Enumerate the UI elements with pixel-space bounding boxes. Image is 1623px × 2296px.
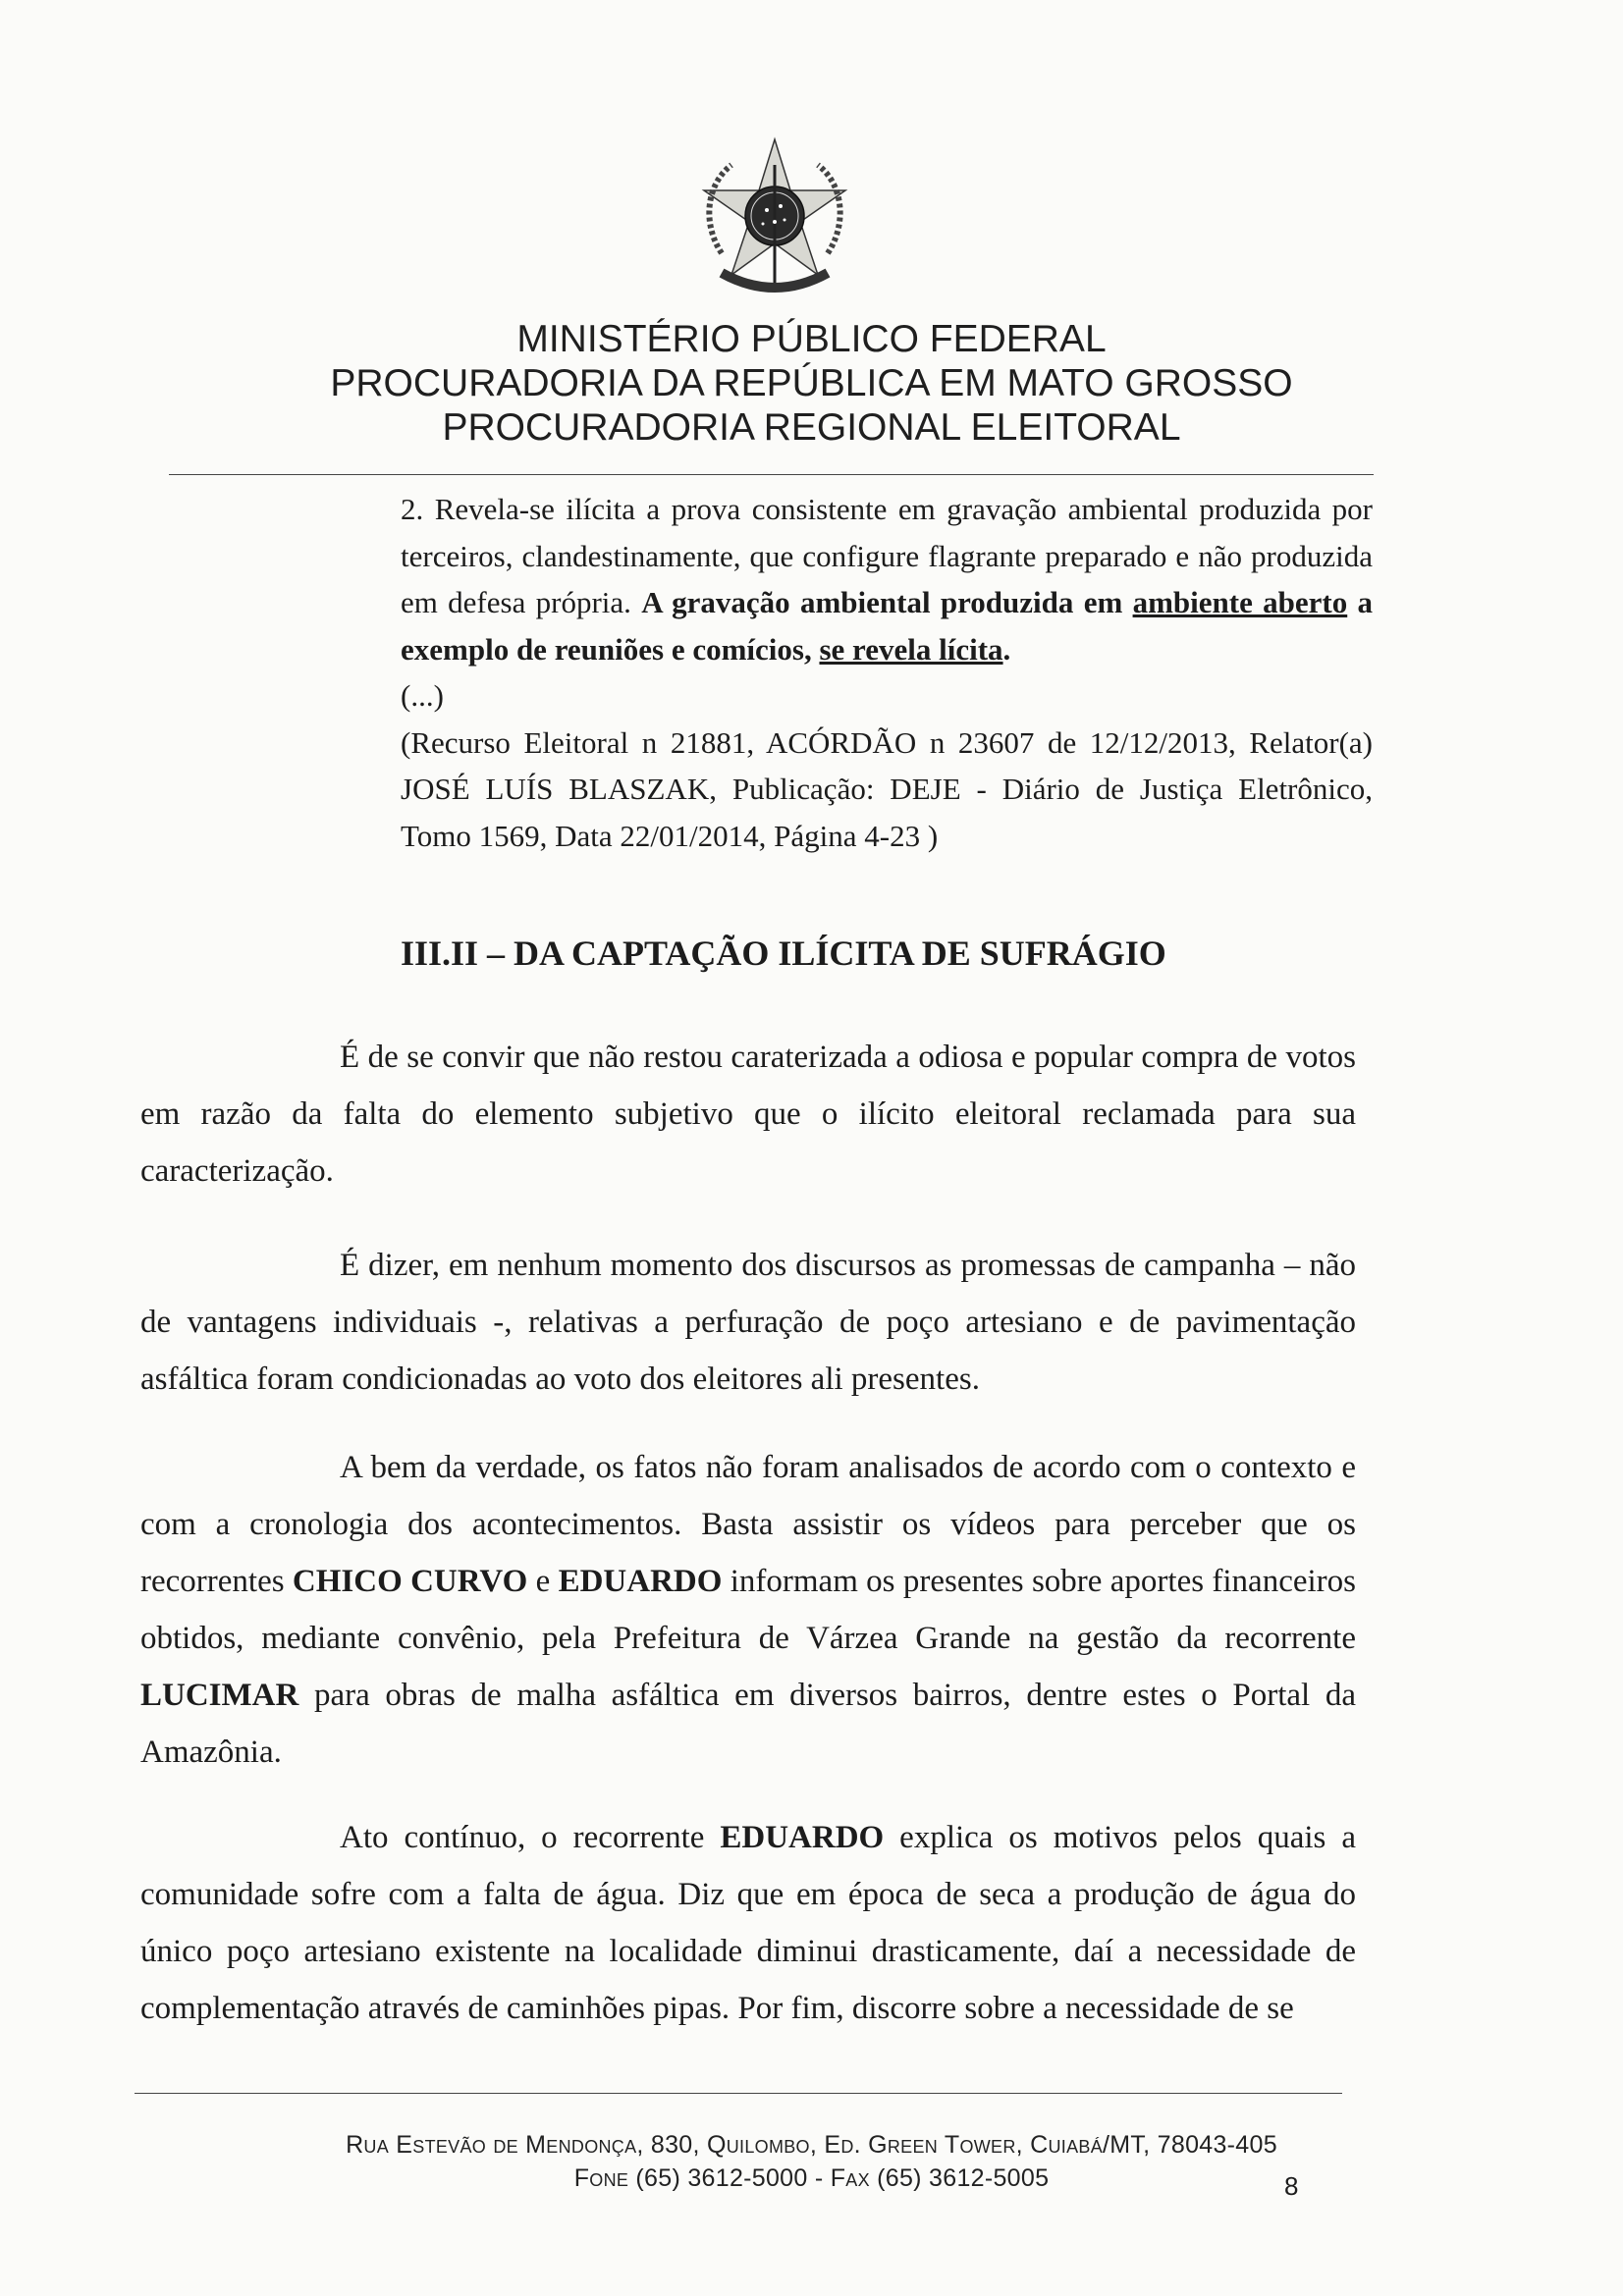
footer-street: Rua Estevão de Mendonça, 830, Quilombo, Ed. Green Tower, Cuiabá/MT, 78043-405 <box>346 2131 1277 2159</box>
header-procuradoria: PROCURADORIA DA REPÚBLICA EM MATO GROSSO <box>330 362 1293 404</box>
page-number: 8 <box>1284 2171 1299 2201</box>
paragraph-1: É de se convir que não restou caraterizada a odiosa e popular compra de votos em razão da falta do elemento subjetivo que o ilícito eleitoral reclamada para sua caracterização. <box>140 1040 1356 1189</box>
letterhead <box>0 317 1623 450</box>
header-ministry: MINISTÉRIO PÚBLICO FEDERAL <box>516 318 1107 360</box>
quote-item-2: 2. Revela-se ilícita a prova consistente em gravação ambiental produzida por terceiros, clandestinamente, que configure flagrante preparado e não produzida em defesa própria. A gravação ambiental produzida em ambiente aberto a exemplo de reuniões e comícios, se revela lícita. <box>401 492 1374 667</box>
quote-reference: (Recurso Eleitoral n 21881, ACÓRDÃO n 23607 de 12/12/2013, Relator(a) JOSÉ LUÍS BLASZAK, Publicação: DEJE - Diário de Justiça Eletrônico, Tomo 1569, Data 22/01/2014, Página 4-23 ) <box>401 724 1373 853</box>
paragraph-2: É dizer, em nenhum momento dos discursos as promessas de campanha – não de vantagens individuais -, relativas a perfuração de poço artesiano e de pavimentação asfáltica foram condicionadas ao voto dos eleitores ali presentes. <box>140 1248 1356 1397</box>
brazil-coat-of-arms-seal <box>692 135 857 300</box>
section-title: III.II – DA CAPTAÇÃO ILÍCITA DE SUFRÁGIO <box>401 934 1166 973</box>
header-divider <box>169 474 1374 475</box>
footer-address <box>0 2128 1623 2195</box>
quote-ellipsis: (...) <box>401 678 444 713</box>
jurisprudence-quote <box>401 486 1373 859</box>
footer-phone: Fone (65) 3612-5000 - Fax (65) 3612-5005 <box>573 2164 1050 2192</box>
footer-divider <box>135 2093 1342 2094</box>
header-regional: PROCURADORIA REGIONAL ELEITORAL <box>442 406 1181 449</box>
paragraph-3: A bem da verdade, os fatos não foram analisados de acordo com o contexto e com a cronologia dos acontecimentos. Basta assistir os vídeos para perceber que os recorrentes CHICO CURVO e EDUARDO informam os presentes sobre aportes financeiros obtidos, mediante convênio, pela Prefeitura de Várzea Grande na gestão da recorrente LUCIMAR para obras de malha asfáltica em diversos bairros, dentre estes o Portal da Amazônia. <box>140 1450 1356 1770</box>
paragraph-4: Ato contínuo, o recorrente EDUARDO explica os motivos pelos quais a comunidade sofre com a falta de água. Diz que em época de seca a produção de água do único poço artesiano existente na localidade diminui drasticamente, daí a necessidade de complementação através de caminhões pipas. Por fim, discorre sobre a necessidade de se <box>140 1820 1356 2026</box>
